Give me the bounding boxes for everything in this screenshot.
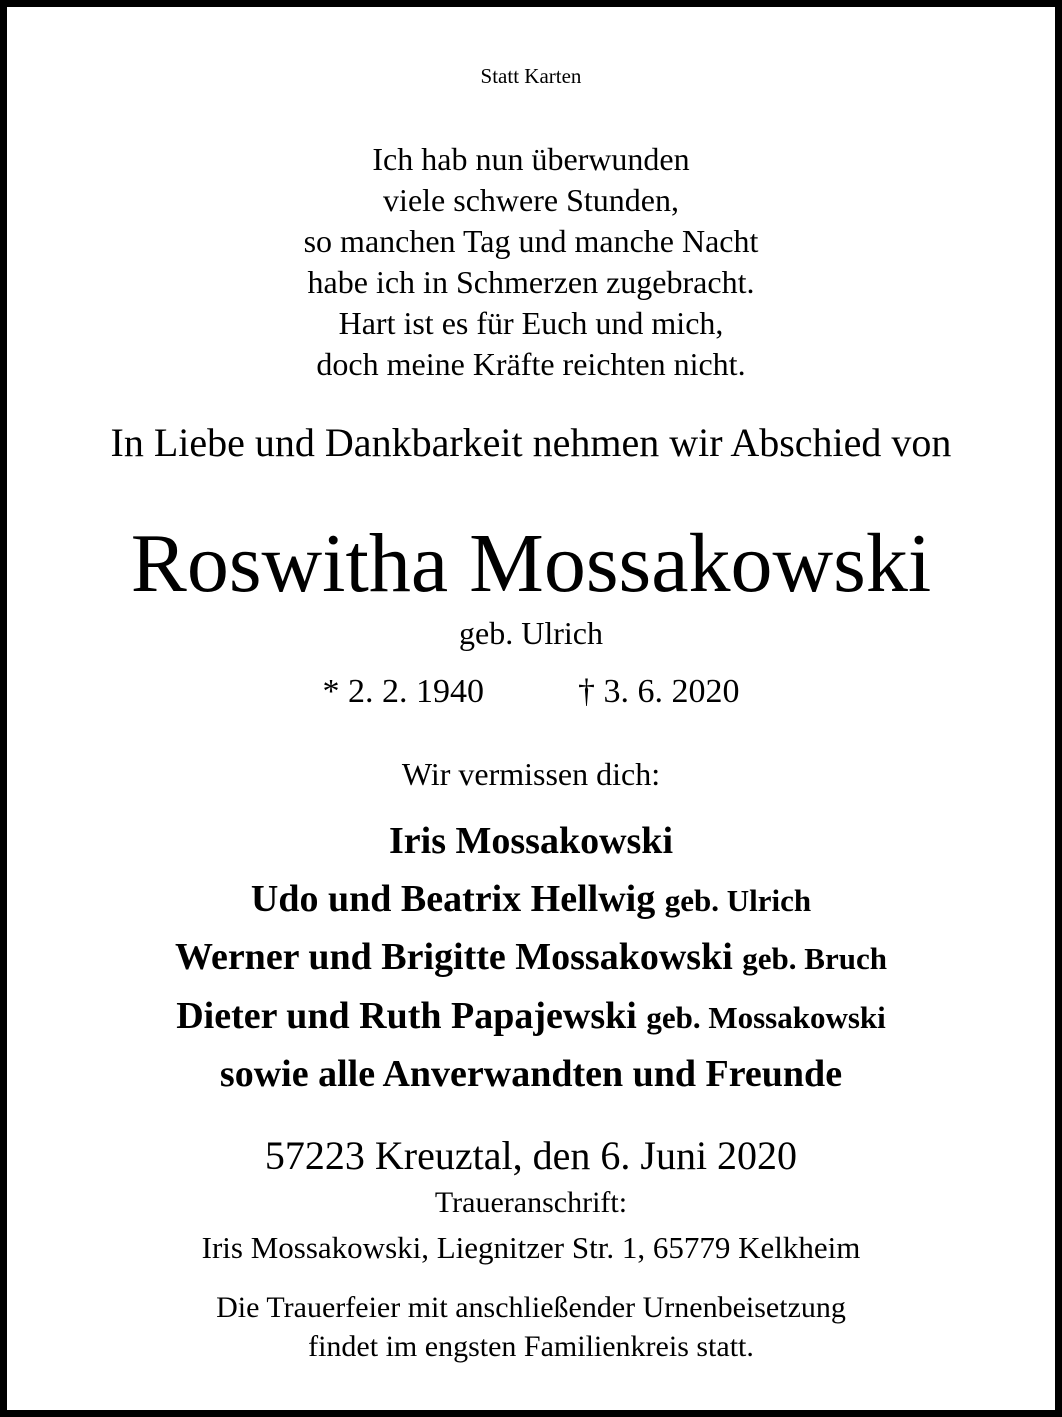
deceased-name: Roswitha Mossakowski [130, 517, 932, 610]
death-date: † 3. 6. 2020 [578, 673, 740, 710]
deceased-maiden-name: geb. Ulrich [459, 615, 603, 651]
ceremony-line: Die Trauerfeier mit anschließender Urnenbeisetzung [216, 1291, 846, 1324]
mourner-row [0, 871, 1062, 930]
mourner-name: Werner und Brigitte Mossakowski [175, 936, 733, 978]
statt-karten-label: Statt Karten [480, 64, 582, 88]
mourner-row [0, 813, 1062, 871]
life-dates [0, 675, 1062, 709]
birth-date: * 2. 2. 1940 [322, 673, 484, 710]
poem-line: doch meine Kräfte reichten nicht. [316, 346, 746, 382]
mourner-row [0, 929, 1062, 988]
farewell-intro: In Liebe und Dankbarkeit nehmen wir Abschied von [110, 420, 952, 465]
mourner-name: Dieter und Ruth Papajewski [176, 994, 637, 1037]
ceremony-note [0, 1288, 1062, 1366]
place-and-date: 57223 Kreuztal, den 6. Juni 2020 [264, 1133, 798, 1178]
mourner-maiden-name: geb. Ulrich [664, 882, 812, 918]
mourner-name: Iris Mossakowski [389, 820, 673, 862]
mourner-maiden-name: geb. Bruch [742, 941, 887, 976]
mourner-name: Udo und Beatrix Hellwig [250, 877, 656, 920]
poem-line: viele schwere Stunden, [383, 182, 679, 218]
poem-line: habe ich in Schmerzen zugebracht. [307, 264, 755, 300]
poem-line: Ich hab nun überwunden [372, 141, 690, 177]
poem-line: so manchen Tag und manche Nacht [303, 223, 759, 259]
mourners-list [0, 813, 1062, 1104]
address-label: Traueranschrift: [434, 1186, 628, 1219]
mourner-name: sowie alle Anverwandten und Freunde [219, 1053, 843, 1095]
mourner-row [0, 1046, 1062, 1104]
mourner-row [0, 988, 1062, 1047]
poem [0, 139, 1062, 385]
poem-line: Hart ist es für Euch und mich, [338, 305, 724, 341]
mourners-intro: Wir vermissen dich: [401, 756, 661, 792]
mourning-address: Iris Mossakowski, Liegnitzer Str. 1, 65779 Kelkheim [201, 1230, 861, 1265]
mourner-maiden-name: geb. Mossakowski [646, 999, 886, 1035]
ceremony-line: findet im engsten Familienkreis statt. [308, 1330, 754, 1363]
